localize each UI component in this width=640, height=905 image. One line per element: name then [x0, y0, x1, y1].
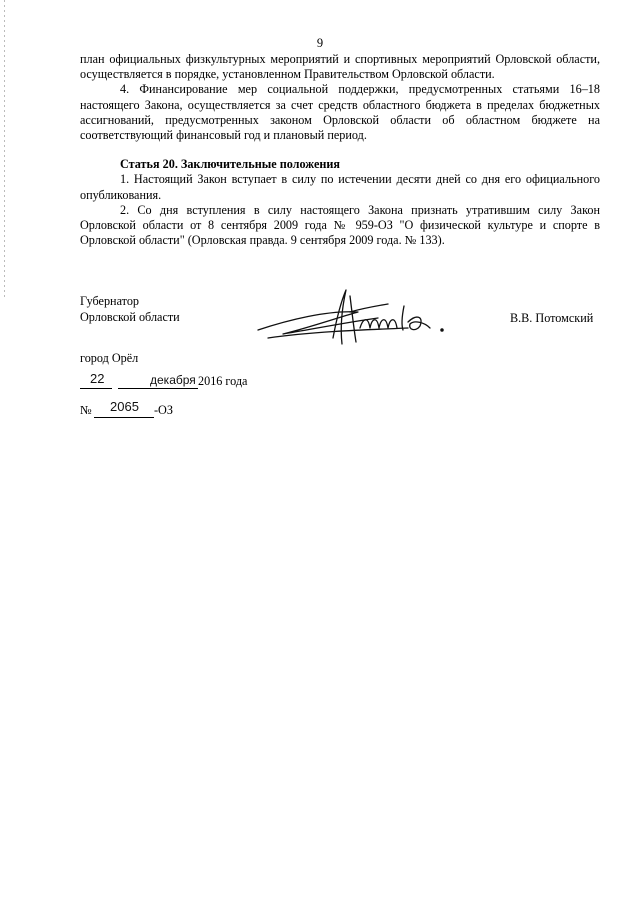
signatory-role-line-1: Губернатор: [80, 294, 140, 308]
law-number-suffix: -ОЗ: [154, 403, 173, 417]
law-number-value: 2065: [110, 399, 139, 414]
date-month: декабря: [150, 373, 196, 387]
signing-date: [80, 371, 280, 394]
law-number-prefix: №: [80, 403, 92, 417]
paragraph-continuation: план официальных физкультурных мероприятий и спортивных мероприятий Орловской области, осуществляется в порядке, установленном Правительством Орловской области.: [80, 52, 600, 82]
signatory-name: В.В. Потомский: [510, 311, 594, 325]
signatory-role: [80, 293, 180, 325]
date-day: 22: [90, 371, 105, 386]
date-year: 2016 года: [198, 374, 248, 388]
city-name: город Орёл: [80, 351, 139, 365]
handwritten-signature: [238, 282, 458, 352]
document-body: [80, 52, 600, 248]
article-item-2: 2. Со дня вступления в силу настоящего Закона признать утратившим силу Закон Орловской области от 8 сентября 2009 года № 959-ОЗ "О физической культуре и спорте в Орловской области" (Орловская правда. 9 сентября 2009 года. № 133).: [80, 202, 600, 248]
article-heading: Статья 20. Заключительные положения: [120, 157, 341, 172]
paragraph-financing: 4. Финансирование мер социальной поддержки, предусмотренных статьями 16–18 настоящего Закона, осуществляется за счет средств областного бюджета в пределах бюджетных ассигнований, предусмотренных законом Орловской области об областном бюджете на соответствующий финансовый год и плановый период.: [80, 82, 600, 143]
signatory-role-line-2: Орловской области: [80, 310, 180, 324]
article-item-1: 1. Настоящий Закон вступает в силу по истечении десяти дней со дня его официального опубликования.: [80, 172, 600, 202]
law-number: [80, 399, 200, 423]
page-number: 9: [316, 36, 324, 50]
